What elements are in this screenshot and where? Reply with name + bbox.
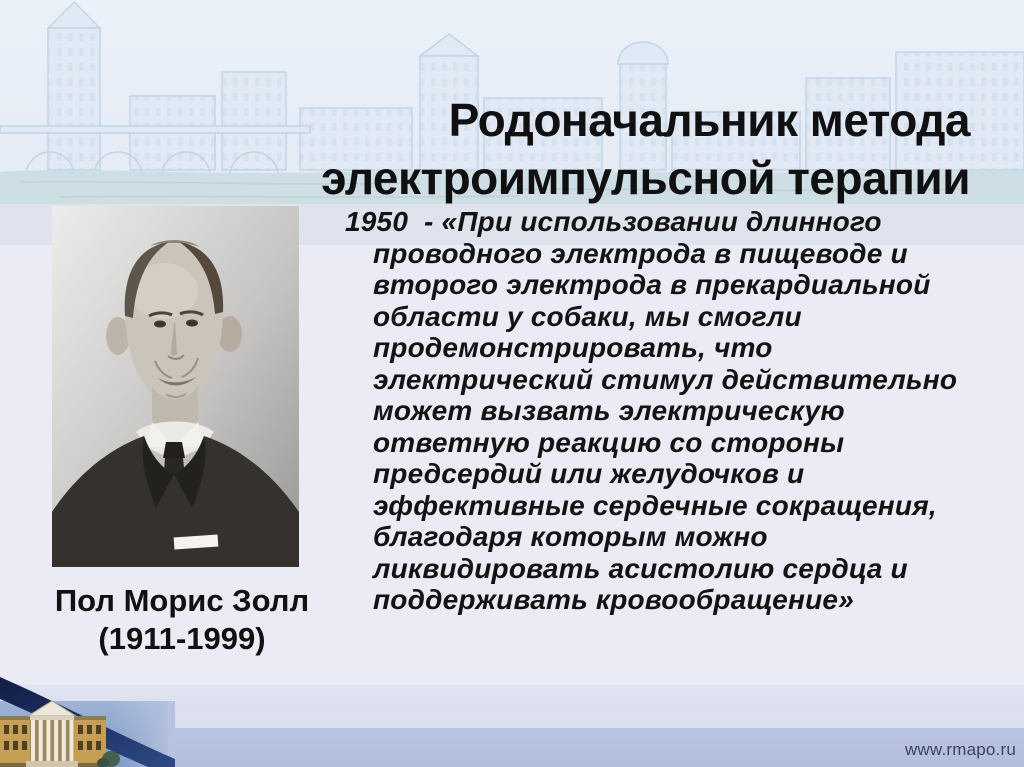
portrait-photo-illustration [52, 206, 299, 567]
portrait-caption-name: Пол Морис Золл [54, 583, 310, 618]
quote-line: ответную реакцию со стороны [373, 426, 845, 458]
website-url: www.rmapo.ru [904, 740, 1016, 759]
building-photo-illustration [0, 675, 175, 767]
quote-line: 1950 - «При использовании длинного [345, 206, 882, 237]
quote-line: эффективные сердечные сокращения, [373, 489, 937, 521]
quote-line: проводного электрода в пищеводе и [373, 237, 908, 269]
quote-line: продемонстрировать, что [373, 332, 773, 363]
footer-building-art [0, 675, 175, 767]
quote-line: поддерживать кровообращение» [373, 584, 854, 615]
quote-line: области у собаки, мы смогли [373, 300, 802, 332]
portrait-photo [52, 206, 299, 567]
quote-line: предсердий или желудочков и [373, 458, 805, 489]
quote-line: электрический стимул действительно [373, 363, 958, 395]
portrait-caption [27, 582, 337, 658]
portrait-caption-years: (1911-1999) [98, 621, 266, 656]
slide-title-line1: Родоначальник метода [448, 93, 970, 146]
quote-line: второго электрода в прекардиальной [373, 269, 931, 300]
quote-line: благодаря которым можно [373, 521, 768, 552]
quote-line: ликвидировать асистолию сердца и [373, 552, 908, 584]
slide-title [150, 91, 970, 207]
quote-text [345, 206, 985, 616]
quote-line: может вызвать электрическую [373, 395, 845, 426]
slide-title-line2: электроимпульсной терапии [321, 151, 970, 204]
